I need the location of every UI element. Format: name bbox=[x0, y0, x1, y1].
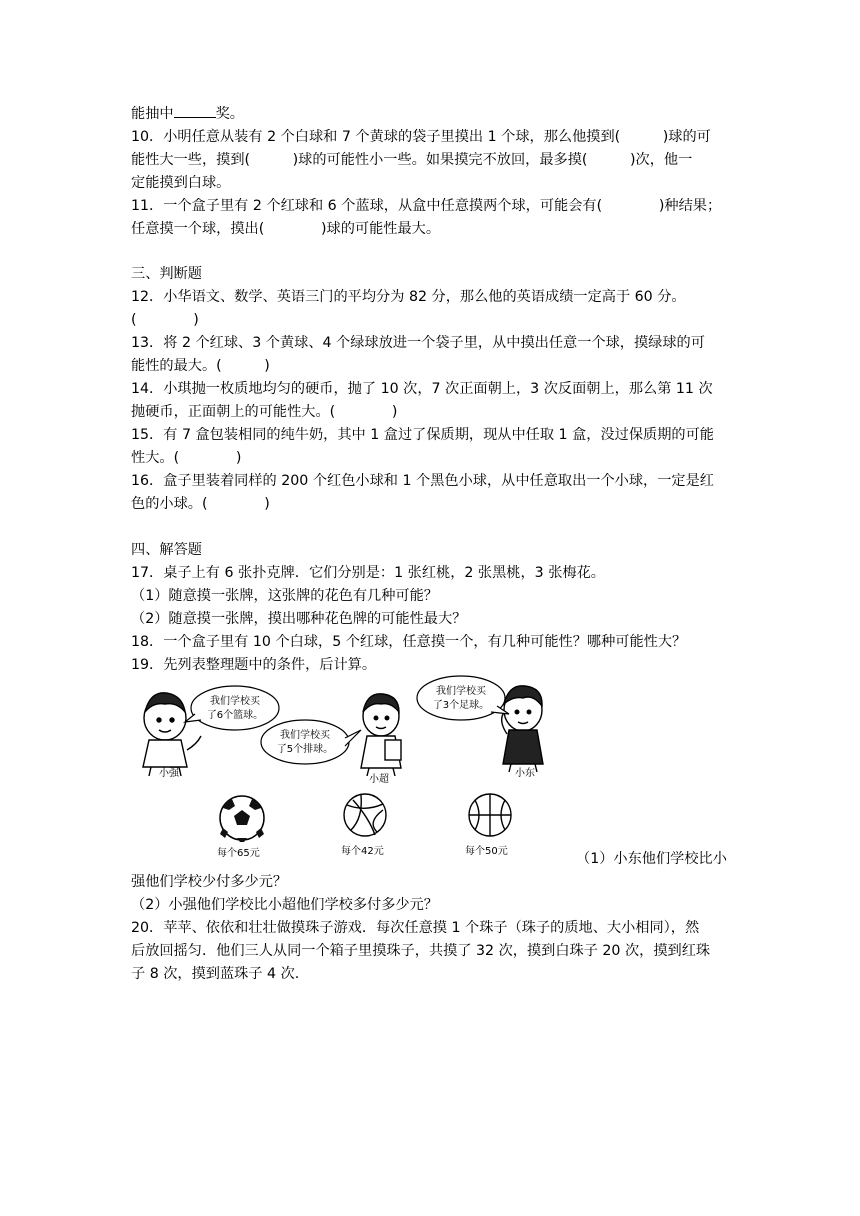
kid-xiaodong-figure bbox=[502, 686, 543, 772]
volleyball-icon bbox=[344, 794, 386, 836]
price-volleyball: 每个42元 bbox=[341, 846, 384, 857]
soccer-ball-icon bbox=[220, 796, 264, 842]
question-10-line-2: 能性大一些，摸到( )球的可能性小一些。如果摸完不放回，最多摸( )次，他一 bbox=[131, 152, 693, 168]
bubble-xiaodong-line-1: 我们学校买 bbox=[436, 686, 486, 697]
question-19-part-2: （2）小强他们学校比小超他们学校多付多少元？ bbox=[131, 897, 438, 913]
question-13-line-1: 13．将 2 个红球、3 个黄球、4 个绿球放进一个袋子里，从中摸出任意一个球，摸绿球的可 bbox=[131, 335, 705, 351]
question-10-line-1: 10．小明任意从装有 2 个白球和 7 个黄球的袋子里摸出 1 个球，那么他摸到( )球的可 bbox=[131, 129, 711, 145]
name-xiaodong: 小东 bbox=[515, 768, 535, 779]
question-20-line-3: 子 8 次，摸到蓝珠子 4 次. bbox=[131, 966, 300, 982]
question-16-line-1: 16．盒子里装着同样的 200 个红色小球和 1 个黑色小球，从中任意取出一个小球，一定是红 bbox=[131, 473, 714, 489]
question-19-part-1-line-1: （1）小东他们学校比小 bbox=[576, 851, 727, 867]
question-19-illustration bbox=[131, 672, 571, 872]
question-18: 18．一个盒子里有 10 个白球，5 个红球，任意摸一个，有几种可能性？哪种可能性大？ bbox=[131, 634, 687, 650]
question-17-line-1: 17．桌子上有 6 张扑克牌．它们分别是：1 张红桃，2 张黑桃，3 张梅花。 bbox=[131, 565, 605, 581]
question-16-line-2: 色的小球。( ) bbox=[131, 496, 270, 512]
question-11-line-2: 任意摸一个球，摸出( )球的可能性最大。 bbox=[131, 221, 441, 237]
question-20-line-1: 20．苹苹、依依和壮壮做摸珠子游戏．每次任意摸 1 个珠子（珠子的质地、大小相同），然 bbox=[131, 920, 700, 936]
prize-text-b: 奖。 bbox=[215, 106, 244, 122]
question-12-line-2: ( ) bbox=[131, 312, 199, 328]
basketball-icon bbox=[469, 794, 511, 836]
line-prize bbox=[131, 103, 244, 125]
prize-text-a: 能抽中 bbox=[131, 106, 174, 122]
bubble-xiaochao-line-1: 我们学校买 bbox=[280, 730, 330, 741]
question-10-line-3: 定能摸到白球。 bbox=[131, 175, 231, 191]
question-15-line-1: 15．有 7 盒包装相同的纯牛奶，其中 1 盒过了保质期，现从中任取 1 盒，没过保质期的可能 bbox=[131, 427, 714, 443]
bubble-xiaoqiang-line-2: 了6个篮球。 bbox=[206, 710, 264, 721]
price-soccer: 每个65元 bbox=[217, 848, 260, 859]
question-19: 19．先列表整理题中的条件，后计算。 bbox=[131, 657, 377, 673]
question-17-part-2: （2）随意摸一张牌，摸出哪种花色牌的可能性最大？ bbox=[131, 611, 467, 627]
speech-bubble-xiaochao bbox=[261, 720, 361, 764]
bubble-xiaodong-line-2: 了3个足球。 bbox=[432, 700, 490, 711]
name-xiaoqiang: 小强 bbox=[159, 768, 179, 779]
question-19-part-1-line-2: 强他们学校少付多少元？ bbox=[131, 874, 288, 890]
question-14-line-1: 14．小琪抛一枚质地均匀的硬币，抛了 10 次，7 次正面朝上，3 次反面朝上，那么第 11 次 bbox=[131, 381, 713, 397]
bubble-xiaoqiang-line-1: 我们学校买 bbox=[210, 696, 260, 707]
name-xiaochao: 小超 bbox=[369, 774, 389, 785]
question-20-line-2: 后放回摇匀．他们三人从同一个箱子里摸珠子，共摸了 32 次，摸到白珠子 20 次，摸到红珠 bbox=[131, 943, 711, 959]
speech-bubble-xiaodong bbox=[417, 676, 509, 720]
answer-blank bbox=[174, 103, 216, 118]
price-basketball: 每个50元 bbox=[465, 846, 508, 857]
question-13-line-2: 能性的最大。( ) bbox=[131, 358, 270, 374]
question-15-line-2: 性大。( ) bbox=[131, 450, 242, 466]
bubble-xiaochao-line-2: 了5个排球。 bbox=[276, 744, 334, 755]
speech-bubble-xiaoqiang bbox=[185, 686, 279, 730]
question-12-line-1: 12．小华语文、数学、英语三门的平均分为 82 分，那么他的英语成绩一定高于 60 分。 bbox=[131, 289, 686, 305]
section-title-judgement: 三、判断题 bbox=[131, 266, 202, 282]
question-11-line-1: 11．一个盒子里有 2 个红球和 6 个蓝球，从盒中任意摸两个球，可能会有( )种结果； bbox=[131, 198, 722, 214]
kid-xiaochao-figure bbox=[361, 694, 401, 776]
question-14-line-2: 抛硬币，正面朝上的可能性大。( ) bbox=[131, 404, 398, 420]
section-title-solve: 四、解答题 bbox=[131, 542, 202, 558]
question-17-part-1: （1）随意摸一张牌，这张牌的花色有几种可能？ bbox=[131, 588, 438, 604]
